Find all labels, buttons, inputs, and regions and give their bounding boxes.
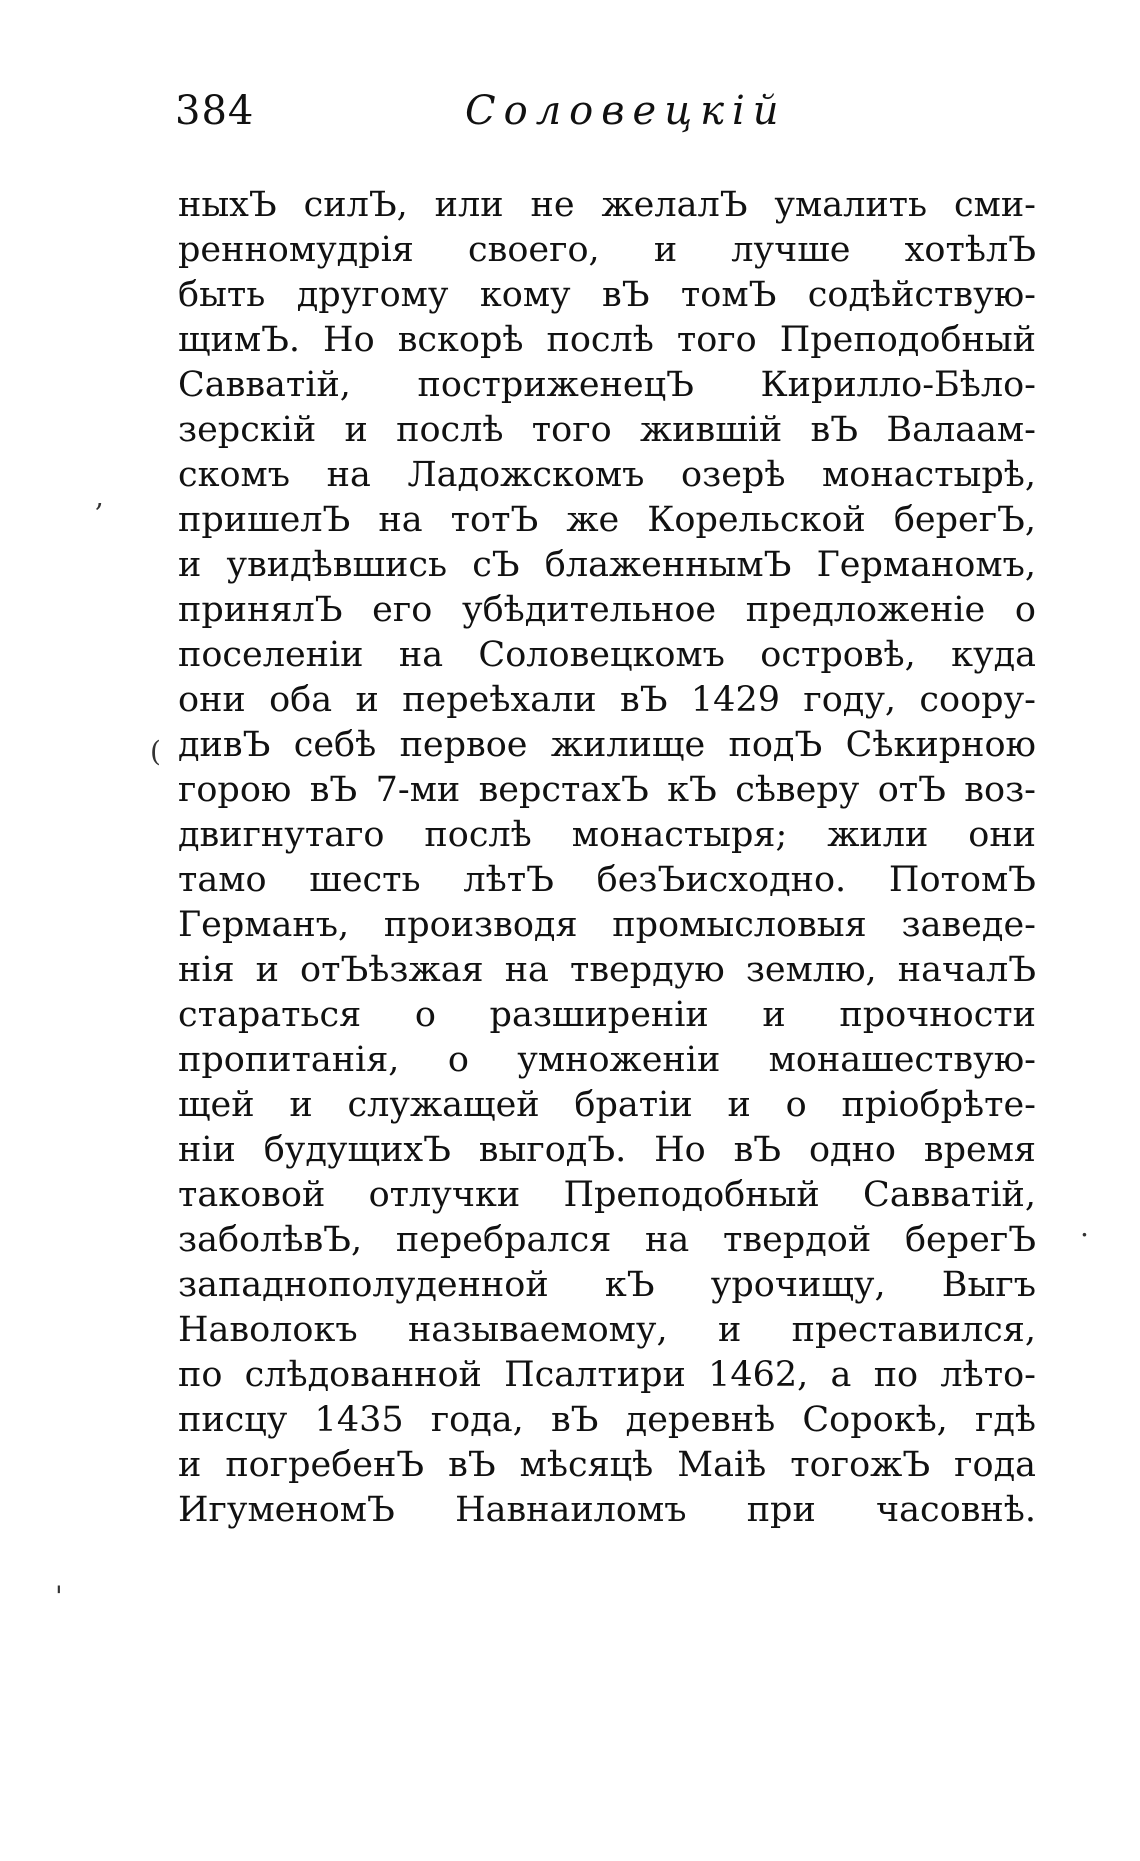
text-line: ИгуменомЪ Навнаиломъ при часовнѣ. xyxy=(178,1490,1036,1530)
text-line: поселеніи на Соловецкомъ островѣ, куда xyxy=(178,635,1036,675)
text-line: по слѣдованной Псалтири 1462, а по лѣто- xyxy=(178,1355,1036,1395)
text-line: ренномудрія своего, и лучше хотѣлЪ xyxy=(178,230,1036,270)
text-line: таковой отлучки Преподобный Савватій, xyxy=(178,1175,1036,1215)
text-line: Савватій, постриженецЪ Кирилло-Бѣло- xyxy=(178,365,1036,405)
text-line: тамо шесть лѣтЪ безЪисходно. ПотомЪ xyxy=(178,860,1036,900)
text-line: быть другому кому вЪ томЪ содѣйствую- xyxy=(178,275,1036,315)
text-line: пропитанія, о умноженіи монашествую- xyxy=(178,1040,1036,1080)
margin-mark: ' xyxy=(55,1580,63,1613)
margin-mark: . xyxy=(1080,1210,1089,1243)
text-line: стараться о разширеніи и прочности xyxy=(178,995,1036,1035)
text-line: зерскій и послѣ того жившій вЪ Валаам- xyxy=(178,410,1036,450)
text-line: Наволокъ называемому, и преставился, xyxy=(178,1310,1036,1350)
text-line: двигнутаго послѣ монастыря; жили они xyxy=(178,815,1036,855)
margin-mark: ( xyxy=(150,735,161,768)
running-title: Соловецкій xyxy=(465,88,787,134)
text-line: они оба и переѣхали вЪ 1429 году, соору- xyxy=(178,680,1036,720)
text-line: горою вЪ 7-ми верстахЪ кЪ сѣверу отЪ воз- xyxy=(178,770,1036,810)
text-line: и погребенЪ вЪ мѣсяцѣ Маіѣ тогожЪ года xyxy=(178,1445,1036,1485)
text-line: ныхЪ силЪ, или не желалЪ умалить сми- xyxy=(178,185,1036,225)
text-line: Германъ, производя промысловыя заведе- xyxy=(178,905,1036,945)
page-number: 384 xyxy=(175,88,255,134)
text-line: принялЪ его убѣдительное предложеніе о xyxy=(178,590,1036,630)
text-line: пришелЪ на тотЪ же Корельской берегЪ, xyxy=(178,500,1036,540)
body-text xyxy=(178,183,1036,1533)
text-line: заболѣвЪ, перебрался на твердой берегЪ xyxy=(178,1220,1036,1260)
text-line: дивЪ себѣ первое жилище подЪ Сѣкирною xyxy=(178,725,1036,765)
text-line: нія и отЪѣзжая на твердую землю, началЪ xyxy=(178,950,1036,990)
text-line: и увидѣвшись сЪ блаженнымЪ Германомъ, xyxy=(178,545,1036,585)
text-line: западнополуденной кЪ урочищу, Выгъ xyxy=(178,1265,1036,1305)
text-line: щимЪ. Но вскорѣ послѣ того Преподобный xyxy=(178,320,1036,360)
margin-mark: , xyxy=(95,480,104,513)
page-header xyxy=(175,88,1035,148)
text-line: щей и служащей братіи и о пріобрѣте- xyxy=(178,1085,1036,1125)
text-line: писцу 1435 года, вЪ деревнѣ Сорокѣ, гдѣ xyxy=(178,1400,1036,1440)
text-line: скомъ на Ладожскомъ озерѣ монастырѣ, xyxy=(178,455,1036,495)
text-line: ніи будущихЪ выгодЪ. Но вЪ одно время xyxy=(178,1130,1036,1170)
